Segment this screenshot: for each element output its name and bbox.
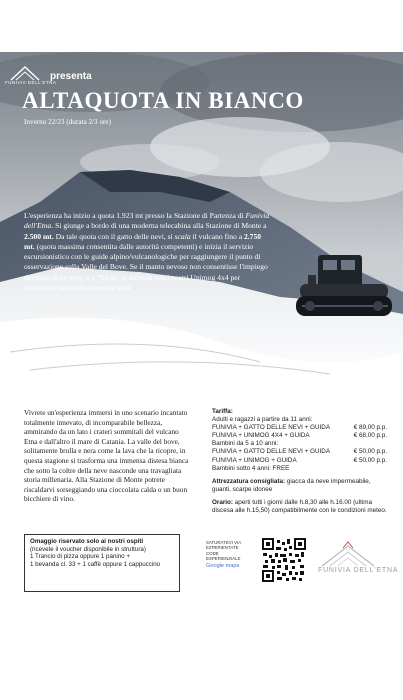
intro-segment: L'esperienza ha inizio a quota 1.923 mt presso la Stazione di Partenza di: [24, 211, 246, 220]
description-text: Vivrete un'esperienza immersi in uno scenario incantato totalmente innevato, di incomparabile bellezza, ammirando da un lato i crateri sommitali del vulcano Etna e dall'altro il mare di Catania. La valle del bove, solitamente brulla e nera come la lava che la ricopre, in questa stagione si trasforma una immensa distesa bianca che sotto la coltre della neve nasconde una travagliata storia millenaria. Alla Stazione di Monte potrete riscaldarvi sorseggiando una cioccolata calda o un buon bicchiere di vino.: [24, 408, 189, 504]
price-row: [212, 457, 387, 465]
page-title: ALTAQUOTA IN BIANCO: [22, 88, 304, 113]
intro-segment: scala: [174, 231, 191, 241]
google-maps-label: Google maps: [206, 562, 240, 569]
price-name: FUNIVIA + GATTO DELLE NEVI + GUIDA: [212, 424, 331, 432]
attrezzatura-block: [212, 478, 387, 494]
intro-paragraph: [24, 211, 270, 293]
maps-badge: [206, 540, 252, 569]
logo-caption: FUNIVIA DELL'ETNA: [5, 80, 57, 85]
qr-code-icon[interactable]: [262, 538, 306, 582]
orario-block: [212, 499, 387, 515]
price-row: [212, 424, 387, 432]
offer-box: [24, 534, 180, 592]
price-value: € 68,00 p.p.: [353, 432, 387, 440]
price-value: € 89,00 p.p.: [353, 424, 387, 432]
brand-name: FUNIVIA DELL'ETNA: [318, 567, 399, 574]
price-name: FUNIVIA + GATTO DELLE NEVI + GUIDA: [212, 448, 331, 456]
attrezzatura-text: giacca da neve impermeabile, guanti, scarpe idonee: [212, 477, 371, 493]
intro-text: [24, 211, 270, 293]
children-heading: Bambini da 5 a 10 anni:: [212, 440, 279, 448]
adults-heading: Adulti e ragazzi a partire da 11 anni:: [212, 416, 313, 424]
intro-segment: il vulcano fino a: [190, 231, 244, 241]
intro-segment: Funivia dell'Etna: [24, 211, 270, 231]
offer-line: 1 Trancio di pizza oppure 1 panino +: [30, 553, 130, 561]
price-row: [212, 448, 387, 456]
offer-line: 1 bevanda cl. 33 + 1 caffè oppure 1 cappuccino: [30, 560, 161, 568]
badge-text: SATURATEVI VIA EZPERIENTATE CODE ESPERIENZIALE: [206, 540, 241, 562]
price-value: € 50,00 p.p.: [353, 456, 387, 464]
price-name: FUNIVIA + UNIMOG + GUIDA: [212, 456, 297, 464]
tariffe-label: Tariffa:: [212, 408, 233, 415]
orario-label: Orario:: [212, 498, 233, 506]
intro-segment: 2.750 mt.: [24, 231, 262, 251]
intro-segment: . Si giunge a bordo di una moderna telecabina alla Stazione di Monte a: [51, 221, 267, 231]
offer-sub: (ricevete il voucher disponibile in struttura): [30, 545, 146, 553]
info-column: [212, 408, 387, 515]
orario-text: aperti tutti i giorni dalle h.8,30 alle h.16.00 (ultima discesa alle h.15,50) compatibilmente con le condizioni meteo.: [212, 498, 387, 515]
intro-segment: (quota massima consentita dalle autorità competenti) e inizia il servizio escursionistico con le guide alpino/vulcanologiche per raggiungere il punto di osservazione sulla Valle del Bove. Se il manto nevoso non consentisse l'impiego del gatto delle nevi, a 2.750 mt. si arriverà con i nostri Unimog 4x4 per l'occasione dotati di catene da neve.: [24, 241, 268, 293]
intro-segment: 2.500 mt.: [24, 231, 54, 241]
intro-segment: Da tale quota con il gatto delle nevi, si: [53, 231, 175, 241]
presenta-label: presenta: [50, 71, 92, 82]
price-row: [212, 432, 387, 440]
price-name: FUNIVIA + UNIMOG 4X4 + GUIDA: [212, 432, 310, 440]
page-subtitle: Inverno 22/23 (durata 2/3 ore): [24, 118, 112, 126]
funivia-brand-icon: [316, 540, 380, 586]
offer-heading: Omaggio riservato solo ai nostri ospiti: [30, 538, 144, 545]
attrezzatura-label: Attrezzatura consigliata:: [212, 477, 286, 485]
description-column: [24, 408, 192, 504]
free-note: Bambini sotto 4 anni: FREE: [212, 464, 290, 472]
price-value: € 50,00 p.p.: [353, 448, 387, 456]
